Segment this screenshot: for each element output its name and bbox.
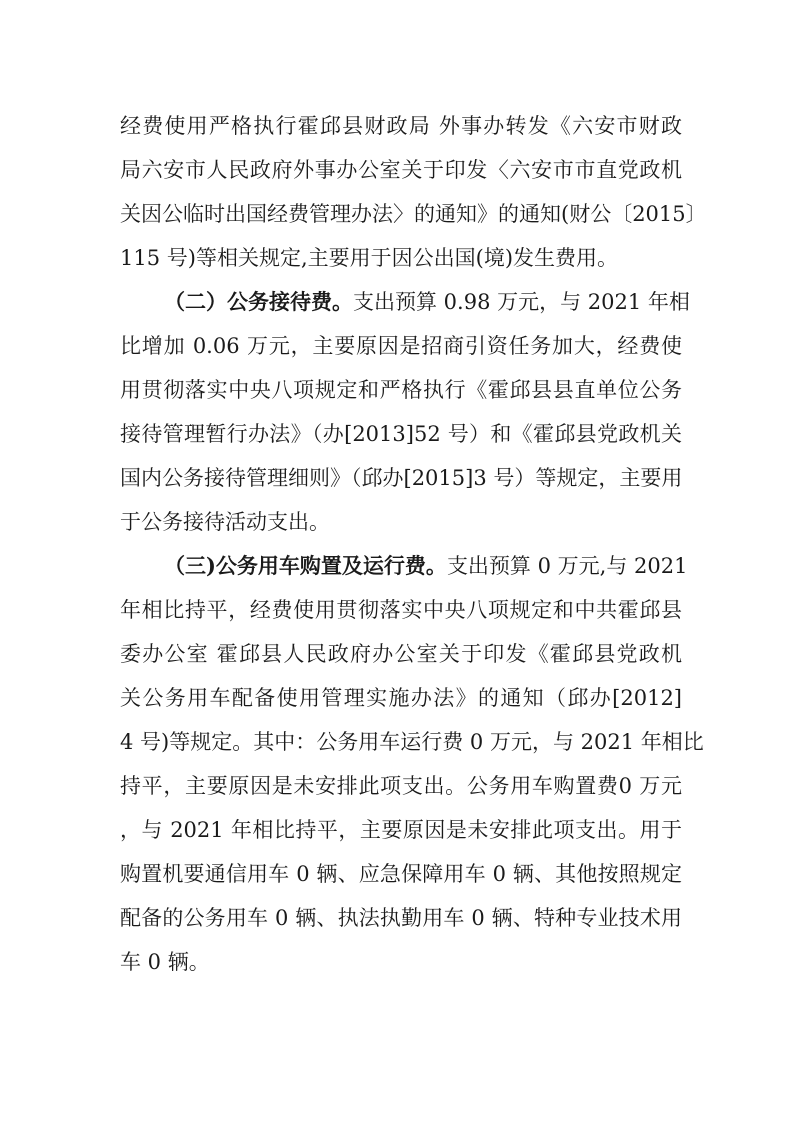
paragraph-2-line-4: 接待管理暂行办法》（办[2013]52 号）和《霍邱县党政机关 <box>120 422 682 446</box>
paragraph-2-first-line <box>164 280 690 324</box>
paragraph-3-line-8: 购置机要通信用车 0 辆、应急保障用车 0 辆、其他按照规定 <box>120 862 682 886</box>
paragraph-3-line-5: 4 号)等规定。其中：公务用车运行费 0 万元，与 2021 年相比 <box>120 730 704 754</box>
paragraph-3-first-line-text: 支出预算 0 万元,与 2021 <box>446 554 688 578</box>
paragraph-1-line-3: 关因公临时出国经费管理办法〉的通知》的通知(财公〔2015〕 <box>120 202 707 226</box>
paragraph-1-line-4: 115 号)等相关规定,主要用于因公出国(境)发生费用。 <box>120 246 619 270</box>
paragraph-1-line-1: 经费使用严格执行霍邱县财政局 外事办转发《六安市财政 <box>120 114 682 138</box>
paragraph-3-line-10: 车 0 辆。 <box>120 950 210 974</box>
paragraph-3-first-line <box>164 544 688 588</box>
paragraph-3-line-6: 持平，主要原因是未安排此项支出。公务用车购置费0 万元 <box>120 774 682 798</box>
paragraph-2-line-5: 国内公务接待管理细则》（邱办[2015]3 号）等规定，主要用 <box>120 466 683 490</box>
paragraph-3-line-9: 配备的公务用车 0 辆、执法执勤用车 0 辆、特种专业技术用 <box>120 906 682 930</box>
paragraph-2-first-line-text: 支出预算 0.98 万元，与 2021 年相 <box>353 290 690 314</box>
paragraph-3-line-7: ，与 2021 年相比持平，主要原因是未安排此项支出。用于 <box>120 818 682 842</box>
paragraph-3-line-4: 关公务用车配备使用管理实施办法》的通知（邱办[2012] <box>120 686 682 710</box>
paragraph-2-line-6: 于公务接待活动支出。 <box>120 510 330 534</box>
paragraph-3-line-2: 年相比持平，经费使用贯彻落实中央八项规定和中共霍邱县 <box>120 598 682 622</box>
paragraph-2-heading: （二）公务接待费。 <box>164 289 353 314</box>
paragraph-1-line-2: 局六安市人民政府外事办公室关于印发〈六安市市直党政机 <box>120 158 682 182</box>
paragraph-3-heading: （三)公务用车购置及运行费。 <box>164 553 447 578</box>
paragraph-2-line-2: 比增加 0.06 万元，主要原因是招商引资任务加大，经费使 <box>120 334 682 358</box>
paragraph-3-line-3: 委办公室 霍邱县人民政府办公室关于印发《霍邱县党政机 <box>120 642 682 666</box>
paragraph-2-line-3: 用贯彻落实中央八项规定和严格执行《霍邱县县直单位公务 <box>120 378 682 402</box>
